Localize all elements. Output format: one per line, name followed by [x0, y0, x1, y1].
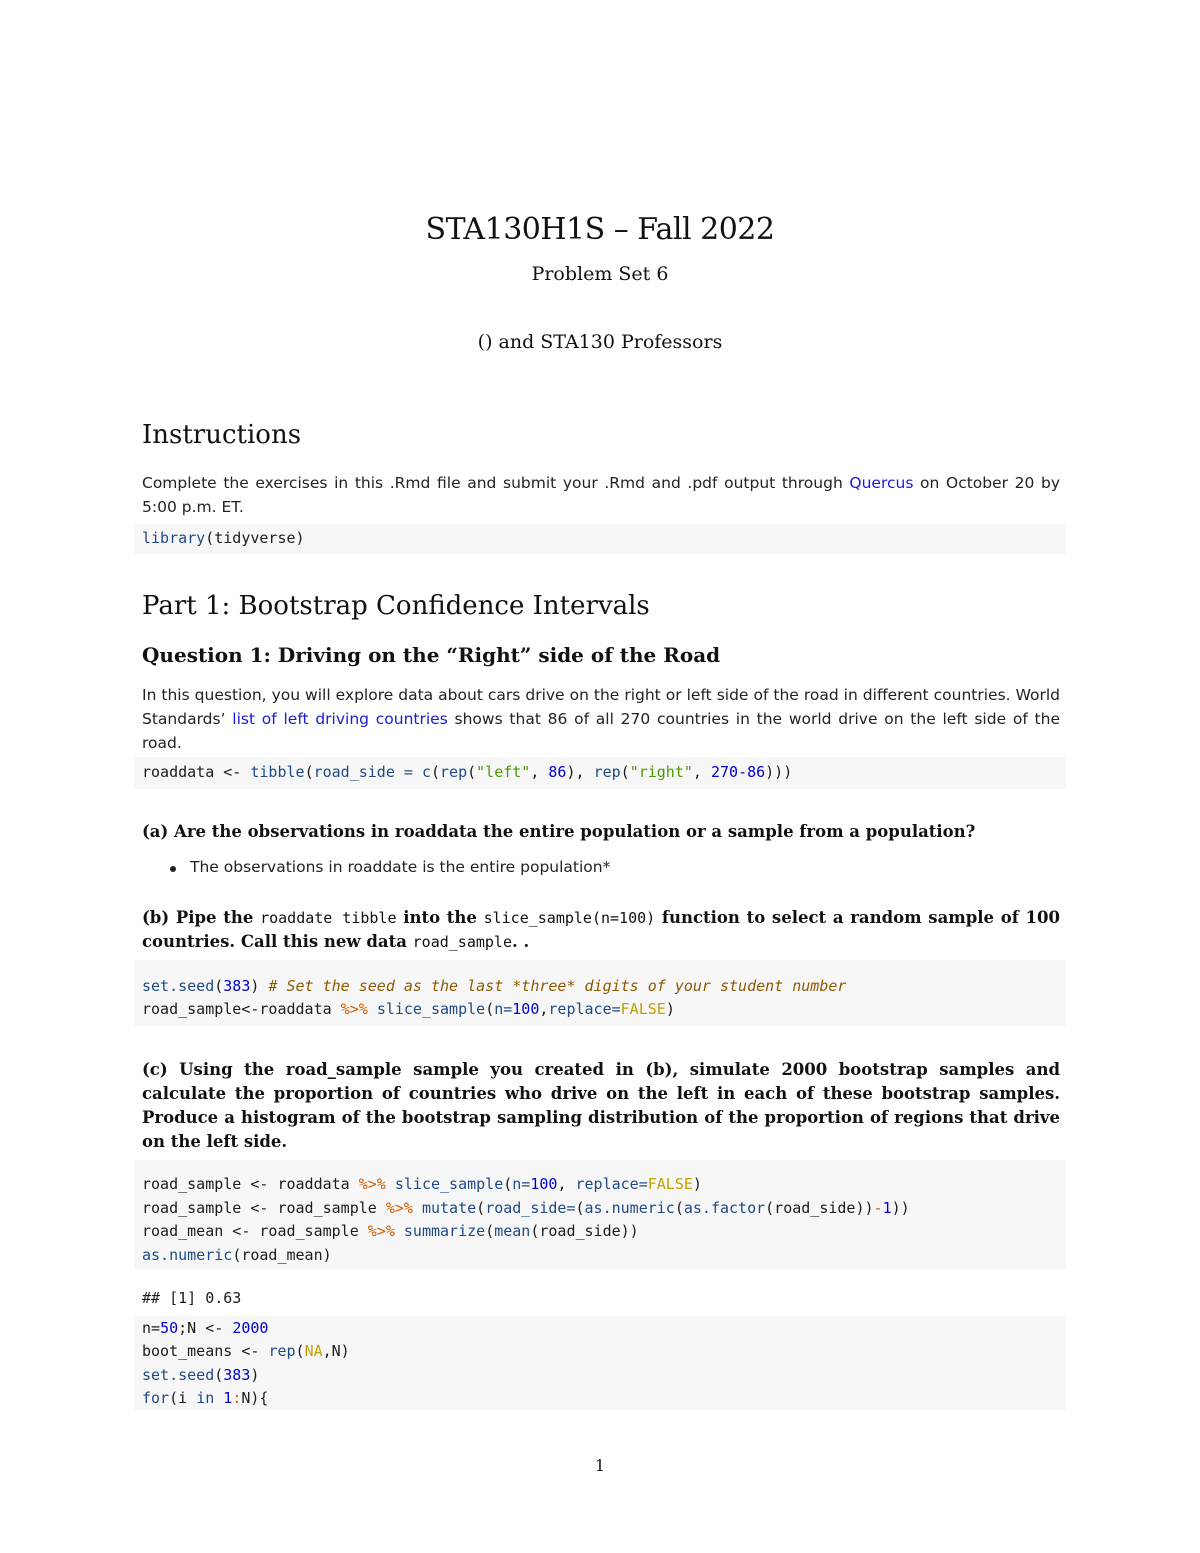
code-token: road_side = — [313, 763, 422, 781]
document-subtitle: Problem Set 6 — [531, 263, 669, 285]
code-line: set.seed(383) — [142, 1366, 260, 1384]
code-line — [142, 762, 792, 782]
left-driving-countries-link[interactable]: list of left driving countries — [232, 710, 448, 728]
code-token: slice_sample — [376, 1000, 486, 1018]
code-token: ( — [467, 763, 477, 781]
code-line: n=50;N <- 2000 — [142, 1319, 269, 1337]
code-token: ( — [431, 763, 441, 781]
code-token: c — [421, 763, 431, 781]
code-block-roaddata — [134, 757, 1066, 789]
question-a-answer: The observations in roaddate is the entire population* — [190, 858, 611, 876]
document-author: () and STA130 Professors — [477, 331, 723, 353]
code-token: n= — [494, 1000, 513, 1018]
code-line: road_mean <- road_sample %>% summarize(mean(road_side)) — [142, 1222, 639, 1240]
code-token: ( — [214, 977, 224, 995]
bullet-marker — [170, 866, 176, 872]
instructions-text — [142, 471, 1060, 519]
code-line: for(i in 1:N){ — [142, 1389, 269, 1407]
code-block-bootstrap-b — [134, 1316, 1066, 1410]
code-token: rep — [440, 763, 468, 781]
document-title: STA130H1S – Fall 2022 — [425, 212, 775, 247]
code-line: road_sample <- roaddata %>% slice_sample(n=100, replace=FALSE) — [142, 1175, 702, 1193]
code-block-sample — [134, 960, 1066, 1026]
code-token: , — [692, 763, 711, 781]
code-token: 100 — [512, 1000, 540, 1018]
intro-text-part: In this question, you will explore data about cars drive on the right or left side of the road in different countries. World Standards’ — [142, 686, 1060, 728]
heading-instructions: Instructions — [142, 420, 302, 450]
code-comment: # Set the seed as the last *three* digits of your student number — [268, 977, 847, 995]
code-line — [142, 999, 675, 1019]
page-number: 1 — [594, 1456, 606, 1475]
question-b-heading — [142, 906, 1060, 954]
instructions-text-part: on October 20 by 5:00 p.m. ET. — [142, 474, 1061, 516]
code-token: "right" — [629, 763, 693, 781]
code-token: ), — [566, 763, 594, 781]
heading-text-part: (b) Pipe the — [142, 908, 261, 927]
code-token: ) — [665, 1000, 675, 1018]
code-line — [142, 528, 305, 548]
code-token: library — [142, 529, 206, 547]
code-token: ( — [304, 763, 314, 781]
heading-text-part: . . — [512, 932, 530, 951]
code-token: 86 — [548, 763, 567, 781]
code-line — [142, 976, 846, 996]
code-token: ) — [250, 977, 269, 995]
question1-intro — [142, 683, 1060, 755]
code-token: ( — [620, 763, 630, 781]
instructions-text-part: Complete the exercises in this .Rmd file and submit your .Rmd and .pdf output through — [142, 474, 850, 492]
code-output: ## [1] 0.63 — [142, 1289, 242, 1307]
code-token: , — [530, 763, 549, 781]
code-line: as.numeric(road_mean) — [142, 1246, 332, 1264]
heading-question1: Question 1: Driving on the “Right” side of the Road — [142, 643, 721, 667]
inline-code: roaddate tibble — [260, 909, 397, 927]
quercus-link[interactable]: Quercus — [849, 474, 914, 492]
code-line: boot_means <- rep(NA,N) — [142, 1342, 350, 1360]
intro-text-part: shows that 86 of all 270 countries in the world drive on the left side of the road. — [142, 710, 1060, 752]
code-token: 383 — [223, 977, 251, 995]
code-token: , — [539, 1000, 549, 1018]
code-token: FALSE — [620, 1000, 666, 1018]
code-token: set.seed — [142, 977, 215, 995]
inline-code: road_sample — [412, 933, 512, 951]
code-token: (tidyverse) — [205, 529, 305, 547]
code-token: replace= — [548, 1000, 621, 1018]
heading-text-part: into the — [396, 908, 484, 927]
code-line: road_sample <- road_sample %>% mutate(road_side=(as.numeric(as.factor(road_side))-1)) — [142, 1199, 910, 1217]
code-token: 270-86 — [710, 763, 766, 781]
inline-code: slice_sample(n=100) — [483, 909, 656, 927]
code-block-library — [134, 524, 1066, 554]
code-token: tibble — [250, 763, 305, 781]
code-token: rep — [593, 763, 621, 781]
code-token — [368, 1000, 377, 1018]
code-token: ( — [485, 1000, 495, 1018]
code-token: ))) — [765, 763, 793, 781]
code-block-bootstrap-a — [134, 1160, 1066, 1270]
code-token: road_sample<-roaddata — [142, 1000, 341, 1018]
heading-text-part: function to select a random sample of 100 countries. Call this new data — [142, 908, 1060, 951]
code-token: "left" — [476, 763, 531, 781]
code-token: roaddata <- — [142, 763, 251, 781]
code-token: %>% — [340, 1000, 368, 1018]
question-a-heading: (a) Are the observations in roaddata the entire population or a sample from a population? — [142, 822, 976, 841]
heading-part1: Part 1: Bootstrap Confidence Intervals — [142, 591, 650, 621]
question-c-heading: (c) Using the road_sample sample you created in (b), simulate 2000 bootstrap samples and calculate the proportion of countries who drive on the left in each of these bootstrap samples. Produce a histogram of the bootstrap sampling distribution of the proportion of regions that drive on the left side. — [142, 1060, 1060, 1151]
